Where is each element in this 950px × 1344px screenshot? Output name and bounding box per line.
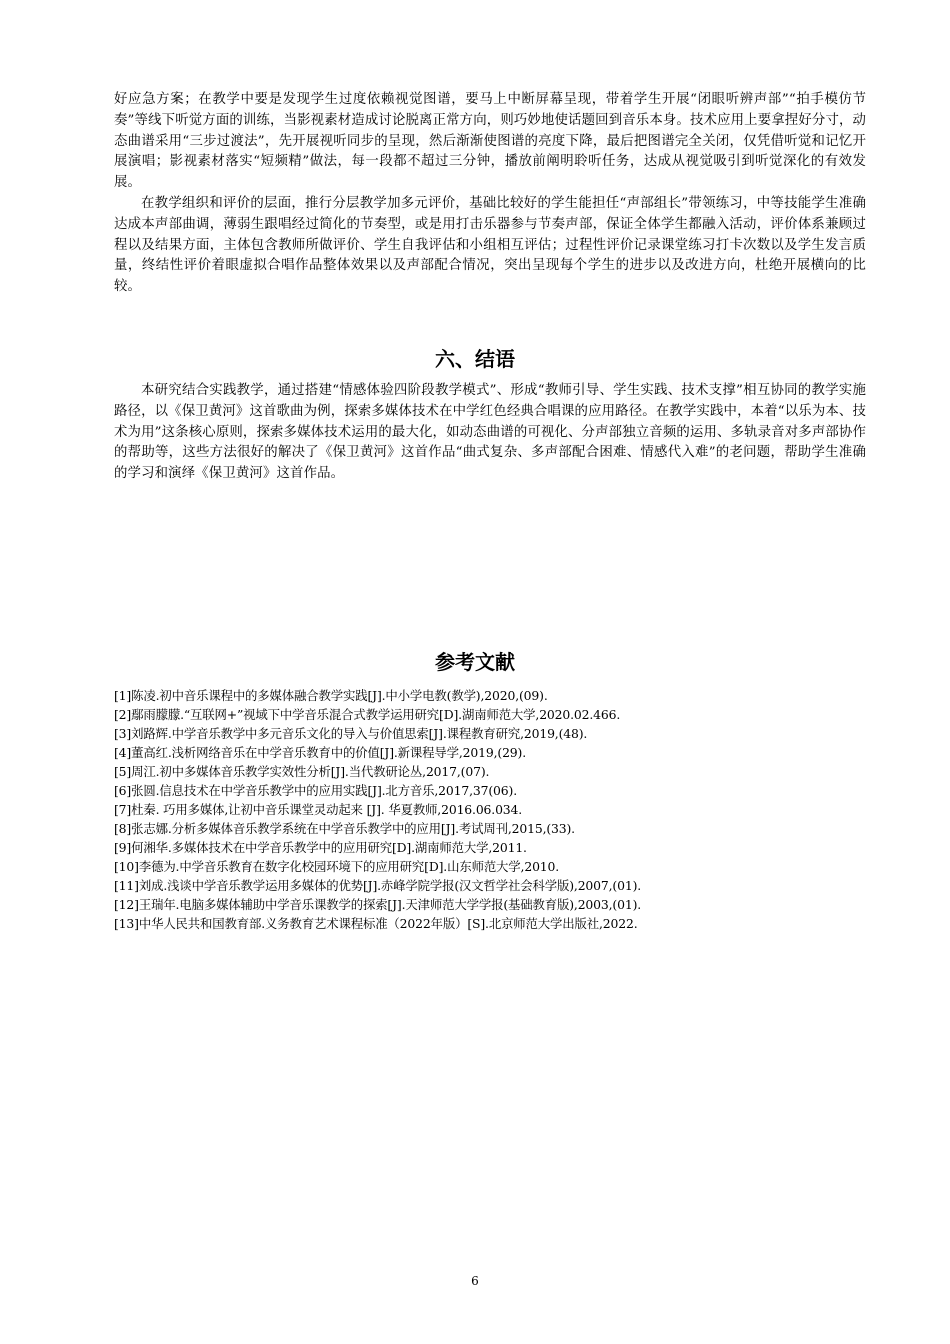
reference-item: [10]李德为.中学音乐教育在数字化校园环境下的应用研究[D].山东师范大学,2010.	[114, 859, 560, 874]
reference-item: [2]鄢雨朦朦.“互联网+”视域下中学音乐混合式教学运用研究[D].湖南师范大学,2020.02.466.	[114, 707, 621, 722]
body-paragraph-continued: 好应急方案；在教学中要是发现学生过度依赖视觉图谱，要马上中断屏幕呈现，带着学生开展“闭眼听辨声部”“拍手模仿节奏”等线下听觉方面的训练，当影视素材造成讨论脱离正常方向，则巧妙地使话题回到音乐本身。技术应用上要拿捏好分寸，动态曲谱采用“三步过渡法”，先开展视听同步的呈现，然后渐渐使图谱的亮度下降，最后把图谱完全关闭，仅凭借听觉和记忆开展演唱；影视素材落实“短频精”做法，每一段都不超过三分钟，播放前阐明聆听任务，达成从视觉吸引到听觉深化的有效发展。	[114, 92, 866, 191]
reference-item: [7]杜秦. 巧用多媒体,让初中音乐课堂灵动起来 [J]. 华夏教师,2016.06.034.	[114, 802, 523, 817]
conclusion-paragraph: 本研究结合实践教学，通过搭建“情感体验四阶段教学模式”、形成“教师引导、学生实践、技术支撑”相互协同的教学实施路径，以《保卫黄河》这首歌曲为例，探索多媒体技术在中学红色经典合唱课的应用路径。在教学实践中，本着“以乐为本、技术为用”这条核心原则，探索多媒体技术运用的最大化，如动态曲谱的可视化、分声部独立音频的运用、多轨录音对多声部协作的帮助等，这些方法很好的解决了《保卫黄河》这首作品“曲式复杂、多声部配合困难、情感代入难”的老问题，帮助学生准确的学习和演绎《保卫黄河》这首作品。	[114, 383, 866, 482]
body-text	[114, 90, 866, 298]
reference-item: [11]刘成.浅谈中学音乐教学运用多媒体的优势[J].赤峰学院学报(汉文哲学社会科学版),2007,(01).	[114, 878, 642, 893]
conclusion-section	[114, 381, 866, 485]
reference-item: [5]周江.初中多媒体音乐教学实效性分析[J].当代教研论丛,2017,(07).	[114, 764, 490, 779]
reference-item: [3]刘路辉.中学音乐教学中多元音乐文化的导入与价值思索[J].课程教育研究,2019,(48).	[114, 726, 588, 741]
references-list	[114, 686, 874, 933]
references-heading: 参考文献	[435, 650, 515, 674]
body-paragraph-evaluation: 在教学组织和评价的层面，推行分层教学加多元评价，基础比较好的学生能担任“声部组长”带领练习，中等技能学生准确达成本声部曲调，薄弱生跟唱经过简化的节奏型，或是用打击乐器参与节奏声部，保证全体学生都融入活动，评价体系兼顾过程以及结果方面，主体包含教师所做评价、学生自我评估和小组相互评估；过程性评价记录课堂练习打卡次数以及学生发言质量，终结性评价着眼虚拟合唱作品整体效果以及声部配合情况，突出呈现每个学生的进步以及改进方向，杜绝开展横向的比较。	[114, 195, 866, 295]
page-number: 6	[471, 1274, 479, 1288]
reference-item: [6]张圆.信息技术在中学音乐教学中的应用实践[J].北方音乐,2017,37(06).	[114, 783, 517, 798]
reference-item: [13]中华人民共和国教育部.义务教育艺术课程标准（2022年版）[S].北京师范大学出版社,2022.	[114, 916, 638, 931]
reference-item: [1]陈凌.初中音乐课程中的多媒体融合教学实践[J].中小学电教(教学),2020,(09).	[114, 688, 548, 703]
reference-item: [12]王瑞年.电脑多媒体辅助中学音乐课教学的探索[J].天津师范大学学报(基础教育版),2003,(01).	[114, 897, 642, 912]
reference-item: [8]张志娜.分析多媒体音乐教学系统在中学音乐教学中的应用[J].考试周刊,2015,(33).	[114, 821, 575, 836]
reference-item: [9]何湘华.多媒体技术在中学音乐教学中的应用研究[D].湖南师范大学,2011.	[114, 840, 527, 855]
reference-item: [4]董高红.浅析网络音乐在中学音乐教育中的价值[J].新课程导学,2019,(29).	[114, 745, 527, 760]
conclusion-heading: 六、结语	[435, 347, 515, 371]
